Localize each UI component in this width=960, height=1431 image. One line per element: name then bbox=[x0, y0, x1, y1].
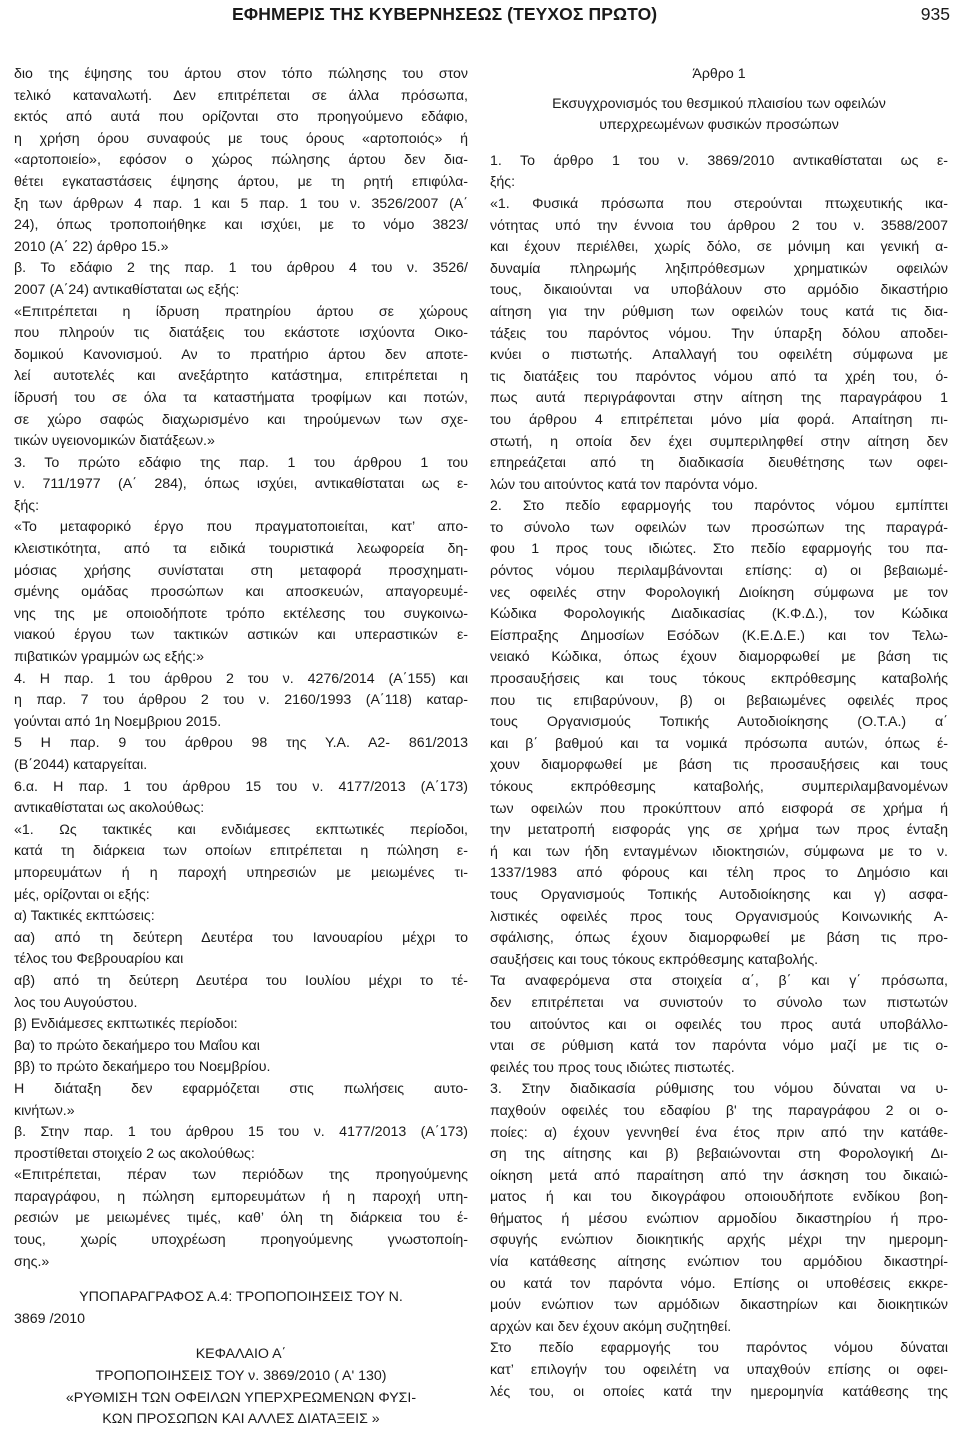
text-line: και β΄ βαθμού και τα νομικά πρόσωπα αυτών, όπως έ- bbox=[490, 735, 948, 752]
text-line: τις διατάξεις του παρόντος νόμου από τα χρέη του, ό- bbox=[490, 368, 948, 385]
text-line: λεί αυτοτελές και ανεξάρτητο κατάστημα, επιτρέπεται η bbox=[14, 368, 468, 385]
text-line: μπορευμάτων ή η παροχή υπηρεσιών με μειωμένες τι- bbox=[14, 864, 468, 881]
text-line: οίκηση μετά από παραίτηση από την άσκηση του δικαιώ- bbox=[490, 1167, 948, 1184]
text-line: λιστικές οφειλές προς τους Οργανισμούς Κοινωνικής Α- bbox=[490, 908, 948, 925]
text-line: και έχουν περιέλθει, χωρίς δόλο, σε μόνιμη και γενική α- bbox=[490, 239, 948, 256]
text-line: σμένης ομάδας προσώπων και αποσκευών, απαγορευμέ- bbox=[14, 584, 468, 601]
text-line: πιβατικών γραμμών ως εξής:» bbox=[14, 649, 205, 666]
text-line: 2. Στο πεδίο εφαρμογής του παρόντος νόμου εμπίπτει bbox=[490, 498, 948, 515]
text-line: ν. 711/1977 (Α΄ 284), όπως ισχύει, αντικαθίσταται ως ε- bbox=[14, 476, 468, 493]
text-line: διο της έψησης του άρτου στον τόπο πώλησης του στον bbox=[14, 66, 468, 82]
text-line: 4. Η παρ. 1 του άρθρου 2 του ν. 4276/2014 (Α΄155) και bbox=[14, 670, 468, 687]
text-line: ξη των άρθρων 4 παρ. 1 και 5 παρ. 1 του ν. 3526/2007 (Α΄ bbox=[14, 195, 468, 212]
text-line: μόσιας χρήσης συνίσταται στη μεταφορά προσχηματι- bbox=[14, 562, 468, 579]
text-line: «ΡΥΘΜΙΣΗ ΤΩΝ ΟΦΕΙΛΩΝ ΥΠΕΡΧΡΕΩΜΕΝΩΝ ΦΥΣΙ- bbox=[65, 1389, 417, 1406]
text-line: τικών υγειονομικών διατάξεων.» bbox=[14, 433, 215, 450]
paragraph-gap bbox=[490, 137, 948, 151]
text-line: λές του, οι οποίες κατά την ημερομηνία κατάθεσης της bbox=[490, 1383, 948, 1400]
text-line: «1. Φυσικά πρόσωπα που στερούνται πτωχευτικής ικα- bbox=[490, 195, 948, 212]
text-line: 2007 (Α΄24) αντικαθίσταται ως εξής: bbox=[14, 281, 240, 298]
text-line: ΥΠΟΠΑΡΑΓΡΑΦΟΣ Α.4: ΤΡΟΠΟΠΟΙΗΣΕΙΣ ΤΟΥ Ν. bbox=[79, 1289, 403, 1306]
text-line: 3. Στην διαδικασία ρύθμισης του νόμου δύναται να υ- bbox=[490, 1081, 948, 1098]
text-line: επηρεάζεται από τη διαδικασία διευθέτησης των οφει- bbox=[490, 455, 948, 472]
text-line: λος του Αυγούστου. bbox=[14, 994, 138, 1011]
text-line: α) Τακτικές εκπτώσεις: bbox=[14, 908, 155, 925]
paragraph-gap bbox=[14, 1330, 468, 1344]
text-line: χουν διαμορφωθεί με βάση τις προσαυξήσεις και τους bbox=[490, 757, 948, 774]
text-line: ββ) το πρώτο δεκαήμερο του Νοεμβρίου. bbox=[14, 1059, 271, 1076]
text-line: ση της αίτησης και β) βεβαιώνονται στη Φορολογική Δι- bbox=[490, 1146, 948, 1163]
text-line: πως αυτά περιγράφονται στην αίτηση της παραγράφου 1 bbox=[490, 390, 948, 407]
text-line: Άρθρο 1 bbox=[692, 66, 746, 82]
text-line: Είσπραξης Δημοσίων Εσόδων (Κ.Ε.Δ.Ε.) και τον Τελω- bbox=[490, 627, 948, 644]
text-line: στωτή, η οποία δεν έχει συμπεριληφθεί στην αίτηση δεν bbox=[490, 433, 948, 450]
text-line: τους, δικαιούνται να υποβάλουν στο αρμόδιο δικαστήριο bbox=[490, 282, 948, 299]
text-line: υπερχρεωμένων φυσικών προσώπων bbox=[599, 117, 839, 134]
text-line: 3. Το πρώτο εδάφιο της παρ. 1 του άρθρου 1 του bbox=[14, 454, 468, 471]
text-line: «1. Ως τακτικές και ενδιάμεσες εκπτωτικές περίοδοι, bbox=[14, 821, 468, 838]
right-column bbox=[490, 64, 948, 1403]
text-line: η χρήση όρου συναφούς με τους όρους «αρτοποιός» ή bbox=[14, 130, 468, 147]
text-line: 3869 /2010 bbox=[14, 1310, 86, 1327]
text-line: δομικού Κανονισμού. Αν το πρατήριο άρτου δεν αποτε- bbox=[14, 346, 468, 363]
text-line: ρεσιών με μειωμένες τιμές, καθ’ όλη τη διάρκεια του έ- bbox=[14, 1210, 468, 1227]
text-line: γούνται από 1η Νοεμβριου 2015. bbox=[14, 713, 222, 730]
text-line: του άρθρου 4 επιτρέπεται μόνο μία φορά. Απαίτηση πι- bbox=[490, 411, 948, 428]
text-line: ποίες: α) έχουν γεννηθεί ένα έτος πριν από την κατάθε- bbox=[490, 1124, 948, 1141]
page-header bbox=[0, 0, 960, 40]
text-line: ρόντος νόμου περιλαμβάνονται επίσης: α) οι βεβαιωμέ- bbox=[490, 563, 948, 580]
text-line: τέλος του Φεβρουαρίου και bbox=[14, 951, 184, 968]
text-line: αα) από τη δεύτερη Δευτέρα του Ιανουαρίου μέχρι το bbox=[14, 929, 468, 946]
text-line: φειλές του προς τους ιδιώτες πιστωτές. bbox=[490, 1059, 735, 1076]
text-line: κατ’ επιλογήν του οφειλέτη να υπαχθούν επίσης οι οφει- bbox=[490, 1362, 948, 1379]
text-line: νία κατάθεσης αίτησης ενώπιον του αρμόδιου δικαστηρί- bbox=[490, 1254, 948, 1271]
text-line: τελικό καταναλωτή. Δεν επιτρέπεται σε άλλα πρόσωπα, bbox=[14, 87, 468, 104]
text-line: κλειστικότητα, από τα ειδικά τουριστικά λεωφορεία δη- bbox=[14, 541, 468, 558]
text-line: νότητας υπό την έννοια του άρθρου 2 του ν. 3588/2007 bbox=[490, 217, 948, 234]
text-line: ματος ή και του δικογράφου οποιουδήποτε ενδίκου βοη- bbox=[490, 1189, 948, 1206]
text-line: βα) το πρώτο δεκαήμερο του Μαΐου και bbox=[14, 1037, 260, 1054]
text-line: Η διάταξη δεν εφαρμόζεται στις πωλήσεις αυτο- bbox=[14, 1080, 468, 1097]
text-line: β. Το εδάφιο 2 της παρ. 1 του άρθρου 4 του ν. 3526/ bbox=[14, 260, 468, 277]
text-line: μές, ορίζονται οι εξής: bbox=[14, 886, 150, 903]
text-line: εκτός από αυτά που ορίζονται στο προηγούμενο εδάφιο, bbox=[14, 109, 468, 126]
text-line: Κώδικα Φορολογικής Διαδικασίας (Κ.Φ.Δ.), τον Κώδικα bbox=[490, 606, 948, 623]
text-line: νται σε ρύθμιση κατά τον παρόντα νόμο μαζί με τις ο- bbox=[490, 1038, 948, 1055]
text-line: ξής: bbox=[14, 497, 40, 514]
text-line: 24), όπως τροποποιήθηκε και ισχύει, με το νόμο 3823/ bbox=[14, 217, 468, 234]
text-line: ξής: bbox=[490, 174, 516, 191]
gazette-title: ΕΦΗΜΕΡΙΣ ΤΗΣ ΚΥΒΕΡΝΗΣΕΩΣ (ΤΕΥΧΟΣ ΠΡΩΤΟ) bbox=[232, 4, 658, 24]
text-line: «Επιτρέπεται, πέραν των περιόδων της προηγούμενης bbox=[14, 1167, 468, 1184]
text-line: τους Οργανισμούς Τοπικής Αυτοδιοίκησης και γ) ασφα- bbox=[490, 886, 948, 903]
text-line: νιακού έργου των τακτικών αστικών και υπεραστικών ε- bbox=[14, 627, 468, 644]
text-line: αντικαθίσταται ως ακολούθως: bbox=[14, 800, 205, 817]
text-line: ου κατά τον παρόντα νόμο. Επίσης οι υποθέσεις εκκρε- bbox=[490, 1275, 948, 1292]
text-line: φου 1 προς τους ιδιώτες. Στο πεδίο εφαρμογής του πα- bbox=[490, 541, 948, 558]
text-line: κνύει ο πιστωτής. Απαλλαγή του οφειλέτη σύμφωνα με bbox=[490, 347, 948, 364]
text-line: 6.α. Η παρ. 1 του άρθρου 15 του ν. 4177/2013 (Α΄173) bbox=[14, 778, 468, 795]
text-line: η παρ. 7 του άρθρου 2 του ν. 2160/1993 (Α΄118) καταρ- bbox=[14, 692, 468, 709]
text-line: που πληρούν τις διατάξεις του εκάστοτε ισχύοντα Οικο- bbox=[14, 325, 468, 342]
text-line: σφάλισης, όπως έχουν διαμορφωθεί με βάση τις προ- bbox=[490, 930, 948, 947]
text-line: ίδρυσή του σε όλα τα καταστήματα τροφίμων και ποτών, bbox=[14, 389, 468, 406]
text-line: λών του αιτούντος κατά τον παρόντα νόμο. bbox=[490, 476, 758, 493]
text-line: σαυξήσεις και τους τόκους εκπρόθεσμης καταβολής. bbox=[490, 951, 819, 968]
text-line: 1337/1983 από φόρους και τέλη προς το Δημόσιο και bbox=[490, 865, 948, 882]
text-line: β) Ενδιάμεσες εκπτωτικές περίοδοι: bbox=[14, 1016, 238, 1033]
text-line: (Β΄2044) καταργείται. bbox=[14, 757, 148, 773]
text-line: Τα αναφερόμενα στα στοιχεία α΄, β΄ και γ΄ πρόσωπα, bbox=[490, 973, 948, 990]
text-line: «αρτοποιείο», εφόσον ο χώρος πώλησης άρτου δεν δια- bbox=[14, 152, 468, 169]
text-line: μούν ενώπιον των αρμόδιων δικαστηρίων και διοικητικών bbox=[490, 1297, 948, 1314]
text-line: νειακό Κώδικα, όπως έχουν διαμορφωθεί με βάση τις bbox=[490, 649, 948, 666]
text-line: τόκους εκπρόθεσμης καταβολής, συμπεριλαμβανομένων bbox=[490, 779, 948, 795]
text-line: ΚΕΦΑΛΑΙΟ Α΄ bbox=[195, 1346, 287, 1363]
text-line: σε χώρο σαφώς διαχωρισμένο και τηρούμενων των σχε- bbox=[14, 411, 468, 428]
text-line: νες οφειλές στην Φορολογική Διοίκηση σύμφωνα με τον bbox=[490, 584, 948, 601]
text-line: που τις επιβαρύνουν, β) οι βεβαιωμένες οφειλές προς bbox=[490, 692, 948, 709]
text-line: ή και των ήδη ενταγμένων ιδιοκτησιών, σύμφωνα με το ν. bbox=[490, 843, 948, 860]
text-line: σης.» bbox=[14, 1253, 50, 1270]
text-line: τους Οργανισμούς Τοπικής Αυτοδιοίκησης (Ο.Τ.Α.) α΄ bbox=[490, 714, 948, 731]
text-line: ΚΩΝ ΠΡΟΣΩΠΩΝ ΚΑΙ ΑΛΛΕΣ ΔΙΑΤΑΞΕΙΣ » bbox=[102, 1411, 380, 1428]
text-line: Στο πεδίο εφαρμογής του παρόντος νόμου δύναται bbox=[490, 1340, 948, 1357]
text-line: 5 Η παρ. 9 του άρθρου 98 της Υ.Α. Α2- 861/2013 bbox=[14, 735, 468, 752]
text-line: αβ) από τη δεύτερη Δευτέρα του Ιουλίου μέχρι το τέ- bbox=[14, 972, 468, 989]
text-line: τους, χωρίς υποχρέωση προηγούμενης γνωστοποίη- bbox=[14, 1232, 468, 1249]
text-line: ΤΡΟΠΟΠΟΙΗΣΕΙΣ ΤΟΥ ν. 3869/2010 ( Α' 130) bbox=[95, 1368, 387, 1385]
text-line: προσαυξήσεις και τους τόκους εκπρόθεσμης καταβολής bbox=[490, 671, 948, 688]
text-line: των οφειλών που προκύπτουν από εισφορά σε χρήμα ή bbox=[490, 800, 948, 817]
text-line: του αιτούντος και οι οφειλές του προς αυτά υποβάλλο- bbox=[490, 1016, 948, 1033]
paragraph-gap bbox=[490, 86, 948, 94]
page-number: 935 bbox=[920, 4, 950, 24]
text-line: σφυγής ενώπιον διοικητικής αρχής μέχρι την ημερομη- bbox=[490, 1232, 948, 1249]
text-line: αρχών και δεν έχουν ακόμη συζητηθεί. bbox=[490, 1318, 732, 1335]
text-line: θήματος ή μέσου ενώπιον αρμοδίου δικαστηρίου ή προ- bbox=[490, 1210, 948, 1227]
text-line: δεν επιτρέπεται να συνιστούν το σύνολο των πιστωτών bbox=[490, 994, 948, 1011]
text-line: τάξεις του παρόντος νόμου. Την ύπαρξη δόλου αποδει- bbox=[490, 325, 948, 342]
text-line: αίτηση για την ρύθμιση των οφειλών τους κατά τις δια- bbox=[490, 303, 948, 320]
text-line: «Το μεταφορικό έργο που πραγματοποιείται, κατ’ απο- bbox=[14, 519, 468, 536]
text-line: νης της με οποιοδήποτε τρόπο εκτέλεσης του συγκοινω- bbox=[14, 605, 468, 622]
text-line: Εκσυγχρονισμός του θεσμικού πλαισίου των οφειλών bbox=[552, 95, 886, 112]
text-line: παραγράφου, η πώληση εμπορευμάτων ή η παροχή υπη- bbox=[14, 1188, 468, 1205]
text-line: προστίθεται στοιχείο 2 ως ακολούθως: bbox=[14, 1145, 255, 1162]
text-line: θέτει εγκαταστάσεις έψησης άρτου, με τη ρητή επιφύλα- bbox=[14, 173, 468, 190]
text-line: δυναμία πληρωμής ληξιπρόθεσμων χρηματικών οφειλών bbox=[490, 260, 948, 277]
text-line: το σύνολο των οφειλών των προσώπων της παραγρά- bbox=[490, 519, 948, 536]
text-line: «Επιτρέπεται η ίδρυση πρατηρίου άρτου σε χώρους bbox=[14, 303, 468, 320]
paragraph-gap bbox=[14, 1273, 468, 1287]
text-line: κατά τη διάρκεια των οποίων επιτρέπεται η πώληση ε- bbox=[14, 843, 468, 860]
left-column bbox=[14, 64, 468, 1431]
text-line: παχθούν οφειλές του εδαφίου β' της παραγράφου 2 οι ο- bbox=[490, 1102, 948, 1119]
text-line: β. Στην παρ. 1 του άρθρου 15 του ν. 4177/2013 (Α΄173) bbox=[14, 1124, 468, 1141]
text-line: 1. Το άρθρο 1 του ν. 3869/2010 αντικαθίσταται ως ε- bbox=[490, 152, 948, 169]
text-line: κινήτων.» bbox=[14, 1102, 75, 1119]
text-line: την μετατροπή εισφοράς γης σε χρήμα των προς ένταξη bbox=[490, 822, 948, 839]
text-line: 2010 (Α΄ 22) άρθρο 15.» bbox=[14, 238, 169, 255]
